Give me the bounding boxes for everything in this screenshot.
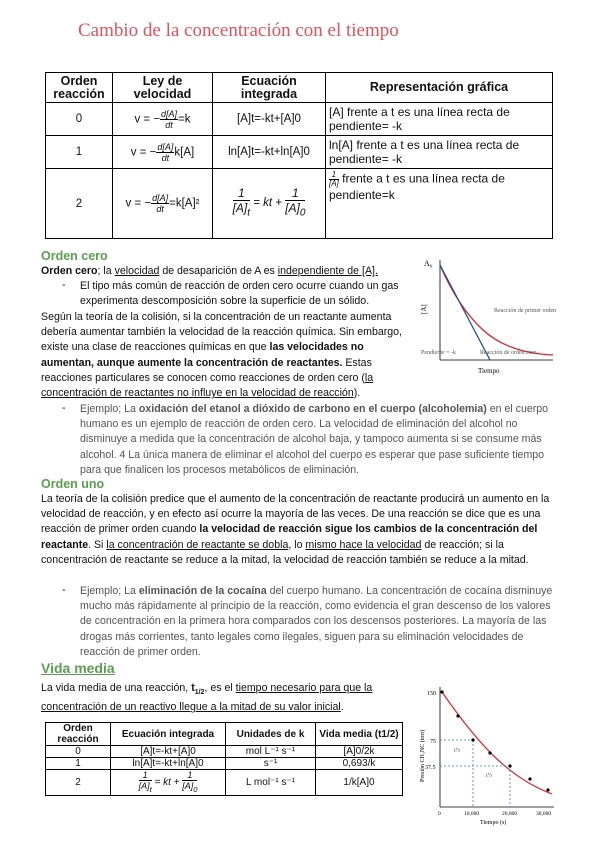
y-tick: 150 [427, 691, 436, 697]
hl-cell-unidades: mol L⁻¹ s⁻¹ [226, 746, 316, 758]
hl-cell-vida-media: 0,693/k [316, 758, 403, 770]
header-grafica: Representación gráfica [326, 73, 553, 103]
cell-orden: 0 [46, 103, 113, 136]
page-title: Cambio de la concentración con el tiempo [78, 20, 399, 41]
t-half-label: t½ [454, 748, 461, 754]
t-half-label: t½ [486, 773, 493, 779]
graph2-y-label: Presión CH₃NC (torr) [420, 729, 426, 782]
cell-ley: v = − $\frac{d[A]}{dt}$ =k[A]² [113, 169, 213, 239]
cell-grafica: $\frac{1}{[A]}$ frente a t es una línea recta de pendiente=k [326, 169, 553, 239]
zero-order-label: Reacción de orden cero [480, 350, 537, 356]
y-tick: 37.5 [425, 765, 436, 771]
graph-order-comparison [418, 252, 558, 380]
data-point [440, 690, 443, 693]
data-point [508, 764, 511, 767]
hl-cell-vida-media: 1/k[A]0 [316, 770, 403, 796]
orden-cero-paragraph: Según la teoría de la colisión, si la concentración de un reactante aumenta debería aumentar también la velocidad de la reacción química. Sin embargo, existe una clase de reacciones químicas en que las velocidades no aumentan, aunque aumente la concentración de reactantes. Estas reacciones particulares se conocen como reacciones de orden cero (la concentración de reactantes no influye en la velocidad de reacción). [41, 311, 402, 400]
cell-ecuacion: [A]t=-kt+[A]0 [213, 103, 326, 136]
orden-cero-ejemplo: Ejemplo; La oxidación del etanol a dióxido de carbono en el cuerpo (alcoholemia) en el cuerpo humano es un ejemplo de reacción de orden cero. La velocidad de eliminación del alcohol no disminuye a medida que la concentración de alcohol baja, y tampoco aumenta si se consume más alcohol. 4 La única manera de eliminar el alcohol del cuerpo es esperar que pase suficiente tiempo para que finalicen los procesos metabólicos de eliminación. [80, 403, 549, 476]
hl-cell-vida-media: [A]0/2k [316, 746, 403, 758]
cell-ley: v = − $\frac{d[A]}{dt}$ k[A] [113, 136, 213, 169]
heading-orden-cero: Orden cero [41, 249, 108, 263]
hl-header-vida-media: Vida media (t1/2) [316, 723, 403, 746]
cell-ecuacion: ln[A]t=-kt+ln[A]0 [213, 136, 326, 169]
hl-cell-ecuacion: [A]t=-kt+[A]0 [111, 746, 226, 758]
header-ley: Ley de velocidad [113, 73, 213, 103]
hl-cell-unidades: L mol⁻¹ s⁻¹ [226, 770, 316, 796]
hl-header-unidades: Unidades de k [226, 723, 316, 746]
data-point [456, 714, 459, 717]
hl-cell-unidades: s⁻¹ [226, 758, 316, 770]
table-row [46, 758, 403, 770]
concentration-table [45, 72, 553, 239]
vida-media-def: La vida media de una reacción, $t_{1/2}$, es el tiempo necesario para que la concentración de un reactivo llegue a la mitad de su valor inicial. [41, 682, 373, 714]
x-tick: 0 [438, 811, 441, 817]
table-row [46, 136, 553, 169]
cell-orden: 2 [46, 169, 113, 239]
hl-cell-orden: 0 [46, 746, 111, 758]
data-point [471, 738, 474, 741]
hl-cell-orden: 1 [46, 758, 111, 770]
a0-label: A₀ [424, 259, 433, 268]
data-point [546, 788, 549, 791]
y-tick: 75 [430, 739, 436, 745]
data-point [488, 751, 491, 754]
hl-header-orden: Orden reacción [46, 723, 111, 746]
zero-order-line [440, 265, 490, 360]
orden-cero-bullet: El tipo más común de reacción de orden cero ocurre cuando un gas experimenta descomposición sobre la superficie de un sólido. [80, 280, 399, 308]
graph-half-life [418, 682, 558, 844]
hl-cell-ecuacion: ln[A]t=-kt+ln[A]0 [111, 758, 226, 770]
graph1-x-label: Tiempo [478, 367, 500, 375]
table-row [46, 103, 553, 136]
heading-vida-media: Vida media [41, 660, 115, 676]
hl-cell-orden: 2 [46, 770, 111, 796]
orden-uno-ejemplo: Ejemplo; La eliminación de la cocaína del cuerpo humano. La concentración de cocaína disminuye mucho más rápidamente al principio de la reacción, como evidencia el gran descenso de los valores de concentración en la primera hora comparados con los descensos posteriores. La mayoría de las drogas más corrientes, tanto legales como ilegales, siguen para su eliminación velocidades de reacción de primer orden. [80, 585, 553, 658]
slope-label: Pendiente = -k [421, 350, 457, 356]
table-row [46, 169, 553, 239]
orden-cero-def: Orden cero; la velocidad de desaparición de A es independiente de [A]. [41, 265, 378, 277]
header-orden: Orden reacción [46, 73, 113, 103]
half-life-table [45, 722, 403, 796]
x-tick: 30,000 [536, 811, 552, 817]
cell-orden: 1 [46, 136, 113, 169]
cell-grafica: [A] frente a t es una línea recta de pendiente= -k [326, 103, 553, 136]
cell-ecuacion: $\frac{1}{[A]_t}$ = kt + $\frac{1}{[A]_0}$ [213, 169, 326, 239]
decay-curve [442, 692, 552, 794]
orden-uno-paragraph: La teoría de la colisión predice que el aumento de la concentración de reactante producirá un aumento en la velocidad de reacción, y en efecto así ocurre la mayoría de las veces. De una reacción se dice que es una reacción de primer orden cuando la velocidad de reacción sigue los cambios de la concentración del reactante. Si la concentración de reactante se dobla, lo mismo hace la velocidad de reacción; si la concentración de reactante se reduce a la mitad, la velocidad de reacción también se reduce a la mitad. [41, 493, 550, 566]
first-order-label: Reacción de primer orden [494, 308, 557, 314]
header-ecuacion: Ecuación integrada [213, 73, 326, 103]
heading-orden-uno: Orden uno [41, 477, 105, 491]
x-tick: 10,000 [464, 811, 480, 817]
table-row [46, 770, 403, 796]
graph2-x-label: Tiempo (s) [480, 820, 507, 826]
graph1-y-label: [A] [420, 304, 428, 314]
cell-ley: v = − $\frac{d[A]}{dt}$ =k [113, 103, 213, 136]
data-point [528, 777, 531, 780]
table-row [46, 746, 403, 758]
cell-grafica: ln[A] frente a t es una línea recta de pendiente= -k [326, 136, 553, 169]
hl-header-ecuacion: Ecuación integrada [111, 723, 226, 746]
x-tick: 20,000 [502, 811, 518, 817]
hl-cell-ecuacion: $\frac{1}{[A]_t}$ = kt + $\frac{1}{[A]_0}$ [111, 770, 226, 796]
